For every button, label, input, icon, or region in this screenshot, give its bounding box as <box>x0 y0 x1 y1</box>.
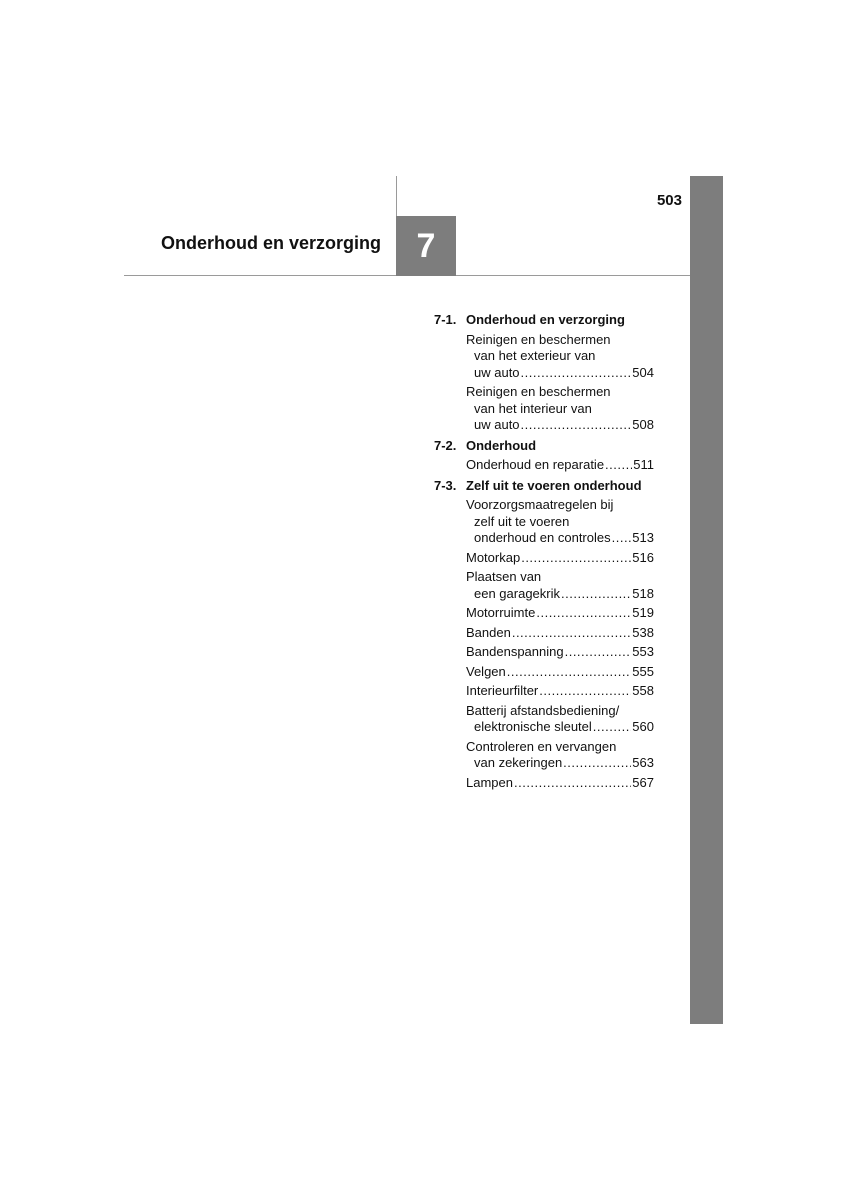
toc-page-number: 538 <box>632 624 654 640</box>
toc-entry[interactable] <box>466 605 654 622</box>
toc-page-number: 508 <box>632 417 654 432</box>
toc-page-number: 560 <box>632 719 654 734</box>
toc-entry-leader-line <box>466 457 654 474</box>
toc-entry-leader-line <box>466 625 654 642</box>
toc-entry-title: Lampen <box>466 774 513 790</box>
toc-section-title: Onderhoud <box>466 437 537 453</box>
toc-dot-leader <box>605 457 632 474</box>
toc-entry-title: Banden <box>466 624 511 640</box>
toc-entry-title: Bandenspanning <box>466 644 564 659</box>
toc-dot-leader <box>561 586 631 603</box>
toc-dot-leader <box>593 719 632 736</box>
toc-entry-title: Onderhoud en reparatie <box>466 457 605 472</box>
toc-page-number: 555 <box>632 663 654 679</box>
toc-entry[interactable] <box>466 384 654 434</box>
toc-dot-leader <box>514 775 631 792</box>
toc-entry-leader-line <box>466 664 654 681</box>
toc-entry-leader-line <box>466 719 654 736</box>
toc-entry-leader-line <box>466 550 654 567</box>
toc-entry-leader-line <box>466 775 654 792</box>
toc-page-number: 519 <box>632 605 654 620</box>
toc-entry-line: Batterij afstandsbediening/ <box>466 702 620 718</box>
toc-section-title: Zelf uit te voeren onderhoud <box>466 477 642 493</box>
toc-page-number: 518 <box>632 585 654 601</box>
toc-entry-line: Reinigen en beschermen <box>466 384 611 399</box>
toc-entry-leader-line <box>466 644 654 661</box>
toc-entry-title: Velgen <box>466 663 506 679</box>
toc-entry[interactable] <box>466 703 654 736</box>
toc-entry-leader-line <box>466 530 654 547</box>
toc-entry-title: Motorkap <box>466 549 521 565</box>
toc-entry-title: een garagekrik <box>474 585 560 601</box>
toc-entry-leader-line <box>466 417 654 434</box>
toc-entry-line: Voorzorgsmaatregelen bij <box>466 497 614 512</box>
toc-entry-leader-line <box>466 755 654 772</box>
toc-entry-line: Reinigen en beschermen <box>466 331 611 347</box>
toc-dot-leader <box>507 664 632 681</box>
toc-entry-title: uw auto <box>474 417 520 432</box>
toc-entry-title: uw auto <box>474 364 520 380</box>
toc-dot-leader <box>536 605 631 622</box>
toc-entry-title: onderhoud en controles <box>474 530 611 545</box>
toc-section-heading <box>434 312 654 329</box>
toc-dot-leader <box>539 683 631 700</box>
section-title: Onderhoud en verzorging <box>161 233 382 253</box>
toc-page-number: 504 <box>632 364 654 380</box>
toc-section-number: 7-3. <box>434 477 457 493</box>
toc-dot-leader <box>521 365 632 382</box>
toc-entry-leader-line <box>466 605 654 622</box>
toc-entry[interactable] <box>466 775 654 792</box>
toc-entry-leader-line <box>466 683 654 700</box>
toc-entry[interactable] <box>466 457 654 474</box>
toc-entry[interactable] <box>466 497 654 547</box>
toc-entry-title: Interieurfilter <box>466 683 539 698</box>
toc-entry[interactable] <box>466 332 654 382</box>
toc-page-number: 567 <box>632 774 654 790</box>
table-of-contents <box>434 312 654 791</box>
toc-dot-leader <box>563 755 631 772</box>
toc-page-number: 563 <box>632 755 654 770</box>
toc-entry-line: Plaatsen van <box>466 569 542 584</box>
toc-entry-leader-line <box>466 586 654 603</box>
toc-section-number: 7-2. <box>434 437 457 453</box>
toc-entry[interactable] <box>466 683 654 700</box>
toc-entry[interactable] <box>466 644 654 661</box>
chapter-number: 7 <box>416 226 436 265</box>
toc-dot-leader <box>565 644 632 661</box>
toc-section-heading <box>434 478 654 495</box>
toc-page-number: 511 <box>633 457 654 472</box>
toc-dot-leader <box>512 625 631 642</box>
toc-section-number: 7-1. <box>434 312 457 327</box>
chapter-number-box <box>396 216 456 276</box>
toc-page-number: 553 <box>632 644 654 659</box>
toc-dot-leader <box>521 417 632 434</box>
toc-entry[interactable] <box>466 625 654 642</box>
toc-entry-title: Motorruimte <box>466 605 536 620</box>
toc-entry[interactable] <box>466 739 654 772</box>
toc-page-number: 513 <box>632 530 654 545</box>
page-number: 503 <box>656 192 682 209</box>
toc-page-number: 558 <box>632 683 654 698</box>
chapter-side-tab <box>690 176 723 1024</box>
toc-entry-line: zelf uit te voeren <box>474 513 570 529</box>
header-divider-vertical <box>396 176 397 216</box>
toc-entry-title: van zekeringen <box>474 755 563 770</box>
toc-page-number: 516 <box>632 549 654 565</box>
toc-entry-line: Controleren en vervangen <box>466 738 617 754</box>
toc-dot-leader <box>521 550 631 567</box>
toc-entry[interactable] <box>466 664 654 681</box>
toc-entry-leader-line <box>466 365 654 382</box>
toc-entry-line: van het exterieur van <box>474 348 596 363</box>
toc-entry[interactable] <box>466 550 654 567</box>
toc-dot-leader <box>612 530 632 547</box>
toc-entry-line: van het interieur van <box>474 400 592 416</box>
toc-section-title: Onderhoud en verzorging <box>466 312 625 327</box>
toc-section-heading <box>434 438 654 455</box>
toc-entry-title: elektronische sleutel <box>474 719 592 734</box>
toc-entry[interactable] <box>466 569 654 602</box>
